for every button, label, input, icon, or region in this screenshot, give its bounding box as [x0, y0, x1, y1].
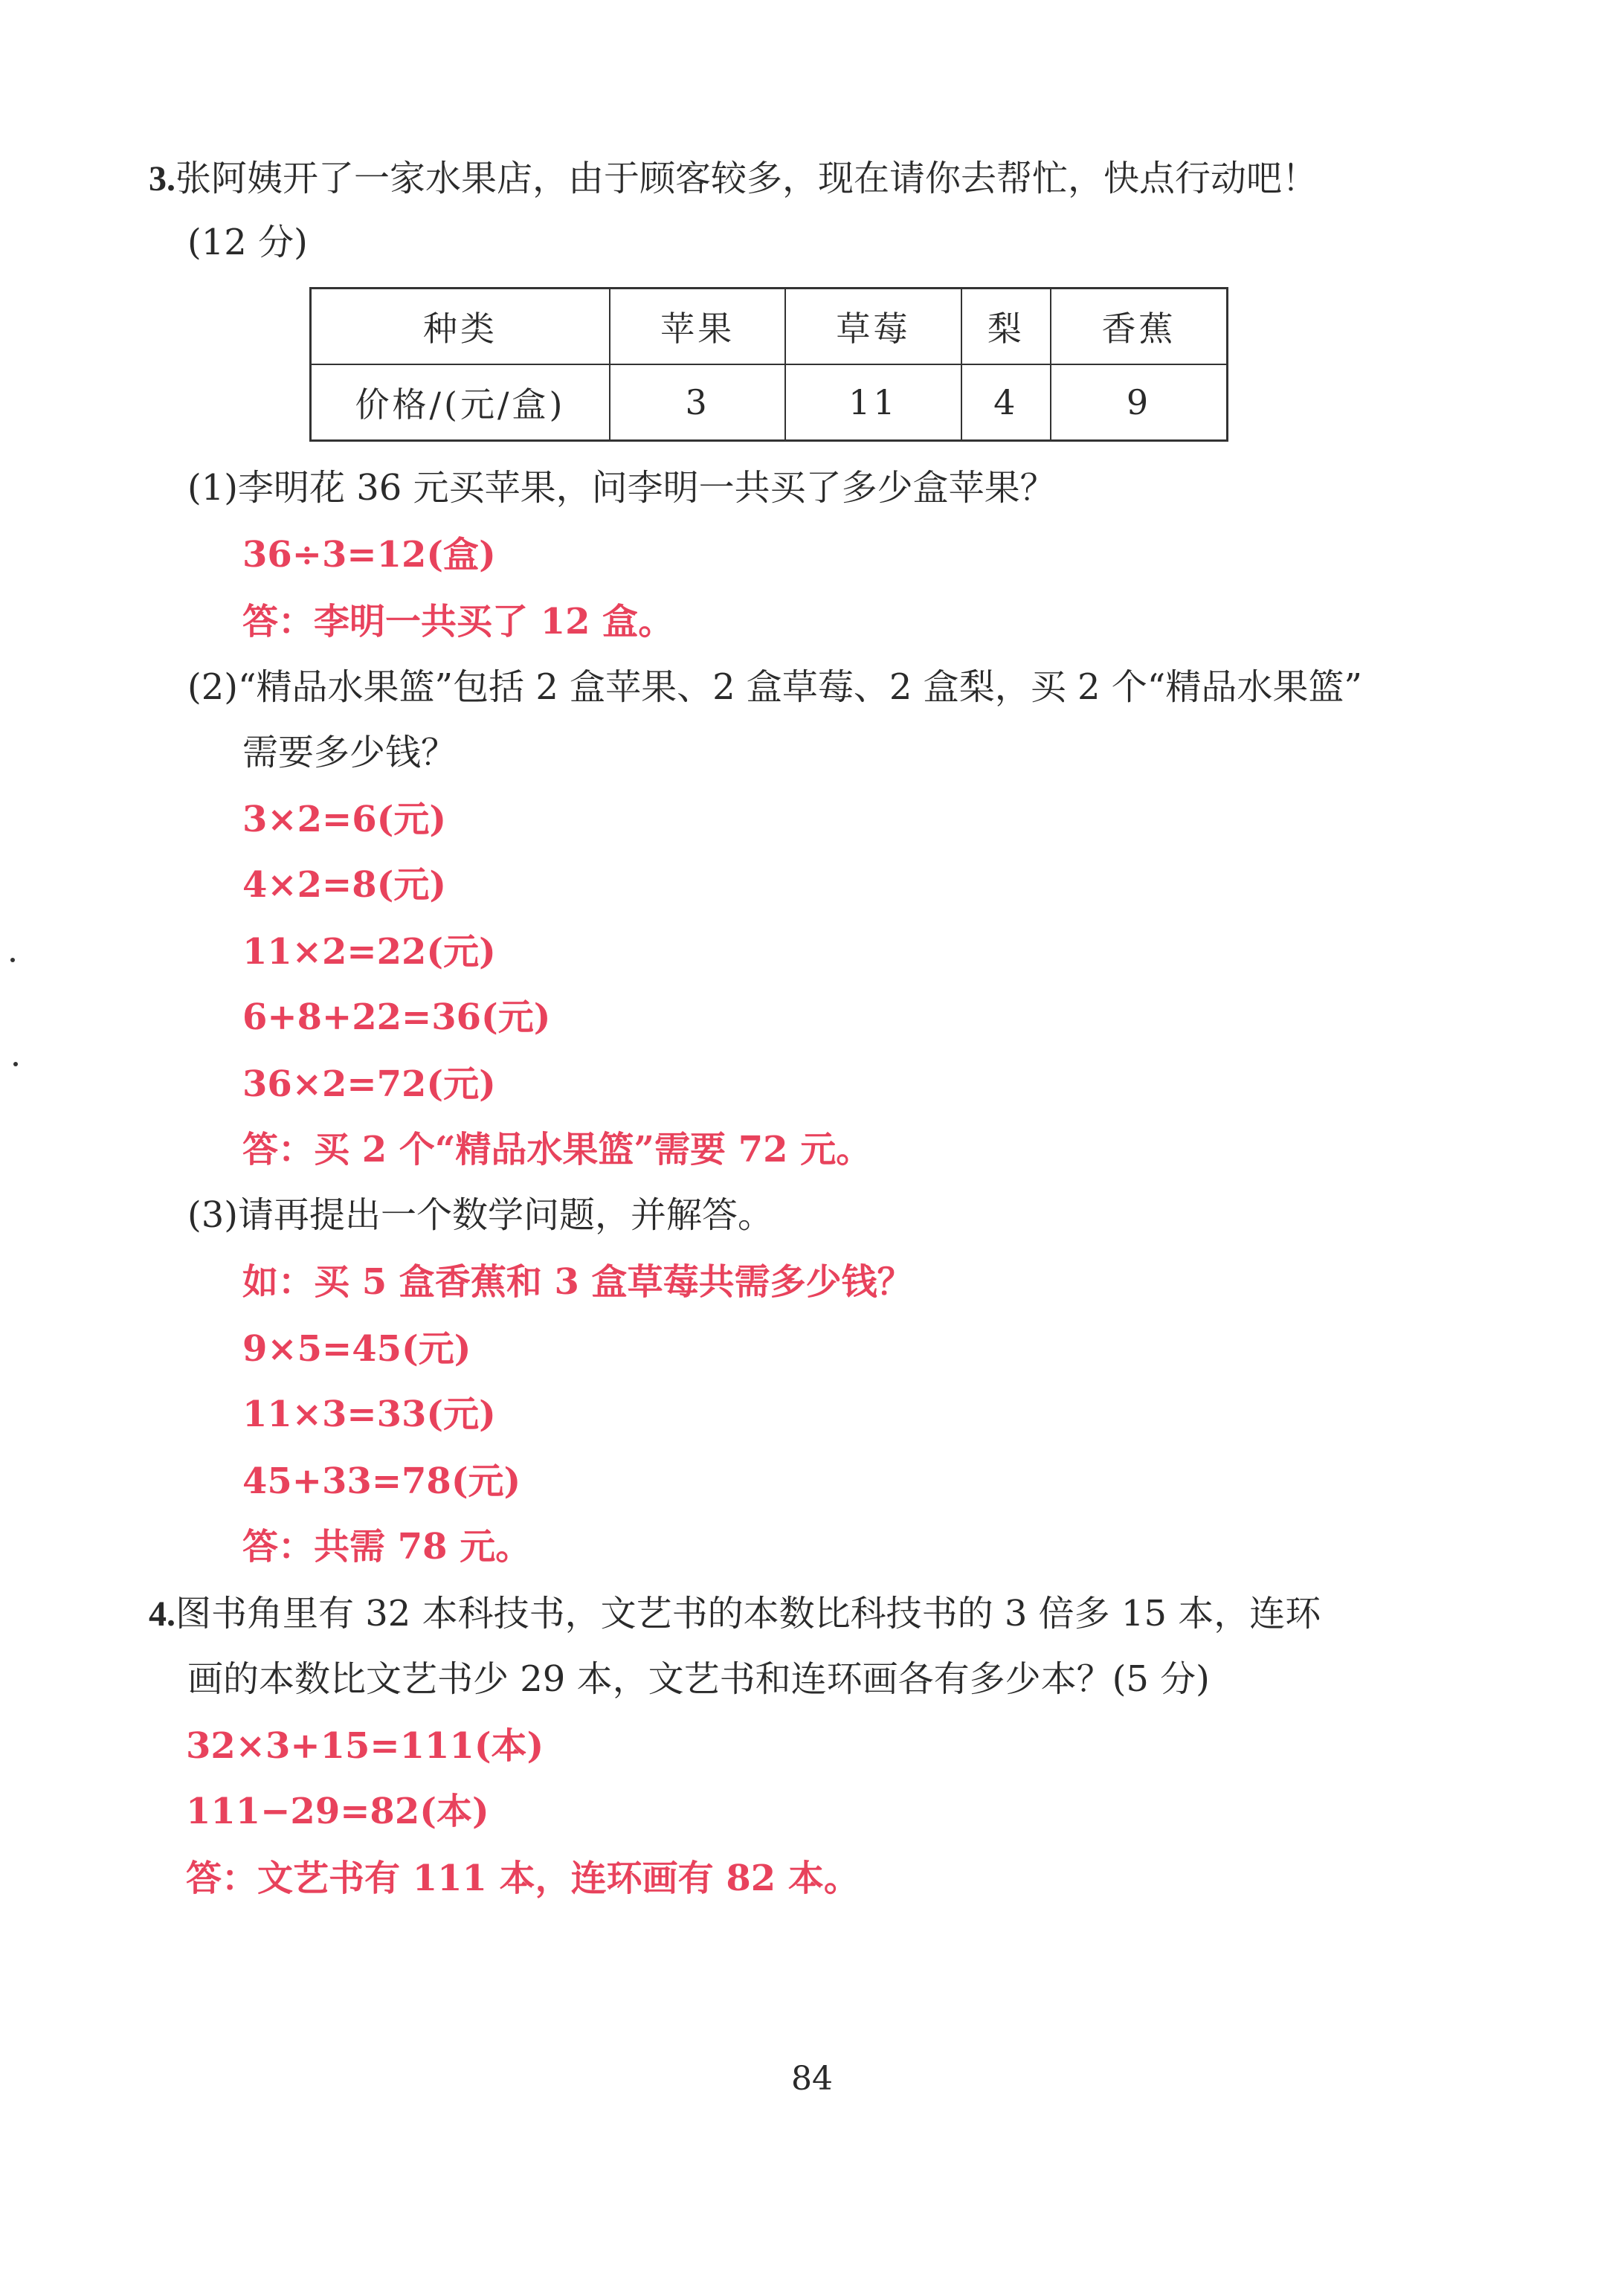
q3-prompt	[149, 156, 1318, 202]
q3-text: 张阿姨开了一家水果店，由于顾客较多，现在请你去帮忙，快点行动吧！	[175, 158, 1318, 199]
answer-line: 11×2=22(元)	[242, 931, 496, 973]
answer-line: 9×5=45(元)	[242, 1328, 471, 1370]
answer-line: 32×3+15=111(本)	[186, 1725, 544, 1767]
table-row-label: 价格/(元/盒)	[311, 364, 610, 441]
q4-prompt-line1	[149, 1591, 1321, 1637]
answer-line: 111−29=82(本)	[186, 1791, 489, 1832]
answer-line: 3×2=6(元)	[242, 799, 447, 840]
answer-line: 如：买 5 盒香蕉和 3 盒草莓共需多少钱？	[242, 1261, 913, 1303]
table-header-cell: 梨	[961, 289, 1051, 365]
answer-line: 36×2=72(元)	[242, 1063, 496, 1105]
table-cell: 4	[961, 364, 1051, 441]
answer-line: 45+33=78(元)	[242, 1460, 521, 1502]
answer-line: 答：共需 78 元。	[242, 1526, 532, 1568]
margin-dot	[13, 1062, 18, 1066]
table-header-row	[311, 289, 1228, 365]
table-header-cell: 苹果	[610, 289, 785, 365]
q3-sub1-question: (1)李明花 36 元买苹果，问李明一共买了多少盒苹果？	[187, 467, 1056, 509]
answer-line: 36÷3=12(盒)	[242, 534, 496, 576]
q3-sub3-question: (3)请再提出一个数学问题，并解答。	[187, 1194, 773, 1236]
price-table	[309, 287, 1228, 442]
page-number: 84	[791, 2060, 833, 2098]
q4-text-line1: 图书角里有 32 本科技书，文艺书的本数比科技书的 3 倍多 15 本，连环	[175, 1593, 1321, 1634]
q4-number: 4.	[149, 1594, 175, 1634]
table-row	[311, 364, 1228, 441]
table-cell: 9	[1051, 364, 1227, 441]
answer-line: 4×2=8(元)	[242, 864, 447, 906]
table-cell: 3	[610, 364, 785, 441]
q3-number: 3.	[149, 159, 175, 199]
margin-dot	[10, 958, 15, 962]
q3-sub2-question-line1: (2)“精品水果篮”包括 2 盒苹果、2 盒草莓、2 盒梨，买 2 个“精品水果篮”	[187, 666, 1362, 708]
table-header-cell: 种类	[311, 289, 610, 365]
q3-sub2-question-line2: 需要多少钱？	[242, 732, 457, 773]
table-header-cell: 香蕉	[1051, 289, 1227, 365]
table-header-cell: 草莓	[785, 289, 961, 365]
answer-line: 答：李明一共买了 12 盒。	[242, 601, 674, 642]
table-cell: 11	[785, 364, 961, 441]
answer-line: 11×3=33(元)	[242, 1394, 496, 1435]
answer-line: 答：文艺书有 111 本，连环画有 82 本。	[186, 1858, 860, 1899]
answer-line: 答：买 2 个“精品水果篮”需要 72 元。	[242, 1129, 872, 1170]
q3-score: (12 分)	[187, 222, 308, 263]
answer-line: 6+8+22=36(元)	[242, 996, 551, 1038]
q4-prompt-line2: 画的本数比文艺书少 29 本，文艺书和连环画各有多少本？(5 分)	[187, 1658, 1210, 1700]
